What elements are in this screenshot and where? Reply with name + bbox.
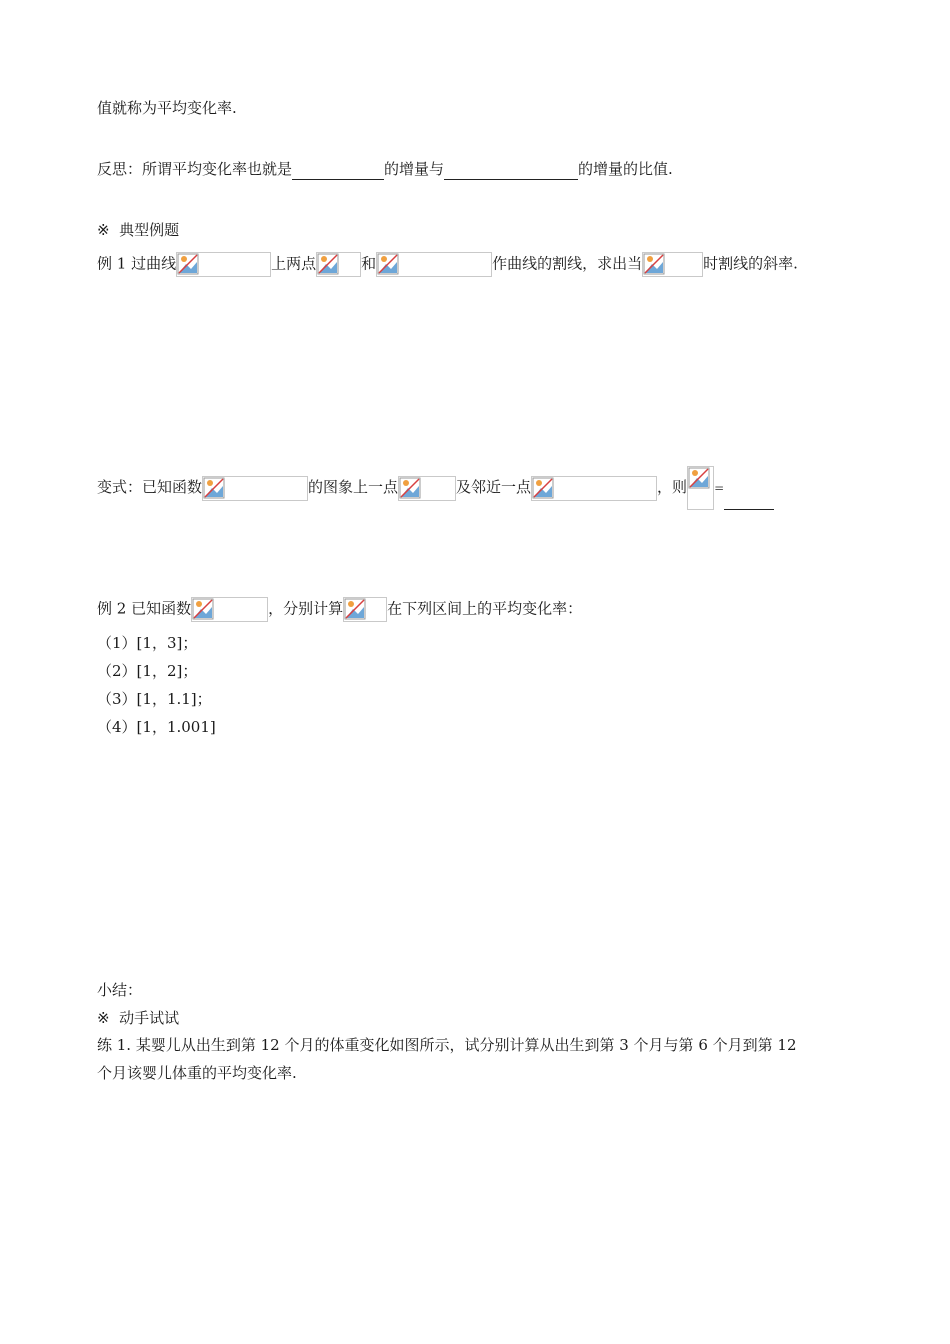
list-item [97,716,216,738]
practice-line [97,1062,297,1084]
broken-image-icon [688,467,710,489]
broken-image-icon [317,253,339,275]
broken-image-icon [399,477,421,499]
text: 上两点 [271,254,317,273]
text: 在下列区间上的平均变化率： [387,599,583,618]
section-heading [97,219,179,241]
text: 值就称为平均变化率. [97,99,237,117]
formula-image [316,252,361,277]
formula-image [687,466,714,510]
text: ，则 [657,478,688,496]
text: 个月该婴儿体重的平均变化率. [97,1064,297,1082]
text: 练 1. 某婴儿从出生到第 12 个月的体重变化如图所示，试分别计算从出生到第 3 个月与第 6 个月到第 12 [97,1036,797,1054]
text: 反思：所谓平均变化率也就是 [97,160,293,178]
reference-mark-icon: ※ [97,1009,110,1027]
text: 的图象上一点 [308,478,399,496]
text: 变式：已知函数 [97,478,203,496]
formula-image [202,476,308,501]
text: 和 [361,254,377,273]
text: 时割线的斜率. [703,254,798,273]
list-item [97,632,197,654]
formula-image [176,252,271,277]
formula-image [191,597,268,622]
formula-image [343,597,387,622]
formula-image [642,252,703,277]
interval-item: （2）[1，2]； [97,662,198,680]
broken-image-icon [192,598,214,620]
broken-image-icon [203,477,225,499]
list-item [97,660,197,682]
interval-item: （1）[1，3]； [97,634,198,652]
formula-image [531,476,657,501]
broken-image-icon [377,253,399,275]
reference-mark-icon: ※ [97,221,110,239]
example-1-line [97,252,798,277]
text: 的增量的比值. [578,160,673,178]
broken-image-icon [344,598,366,620]
fill-blank[interactable] [444,163,578,180]
text: ，分别计算 [268,599,344,618]
practice-line [97,1034,797,1056]
fill-blank[interactable] [724,493,774,510]
broken-image-icon [177,253,199,275]
broken-image-icon [532,477,554,499]
paragraph-line [97,97,237,119]
reflection-line [97,158,673,180]
text: 的增量与 [384,160,445,178]
formula-image [398,476,456,501]
text: 例 1 过曲线 [97,254,177,273]
interval-item: （3）[1，1.1]； [97,690,212,708]
broken-image-icon [643,253,665,275]
example-2-line [97,597,582,622]
section-title: 动手试试 [119,1009,180,1027]
text: 及邻近一点 [456,478,532,496]
section-heading [97,1007,179,1029]
text: 例 2 已知函数 [97,599,192,618]
formula-image [376,252,492,277]
variant-line [97,466,774,510]
list-item [97,688,212,710]
fill-blank[interactable] [292,163,384,180]
section-title: 典型例题 [119,221,180,239]
equals-sign: = [714,481,725,495]
summary-label: 小结： [97,981,143,999]
text: 作曲线的割线，求出当 [492,254,643,273]
interval-item: （4）[1，1.001] [97,718,216,736]
summary-line [97,979,142,1001]
